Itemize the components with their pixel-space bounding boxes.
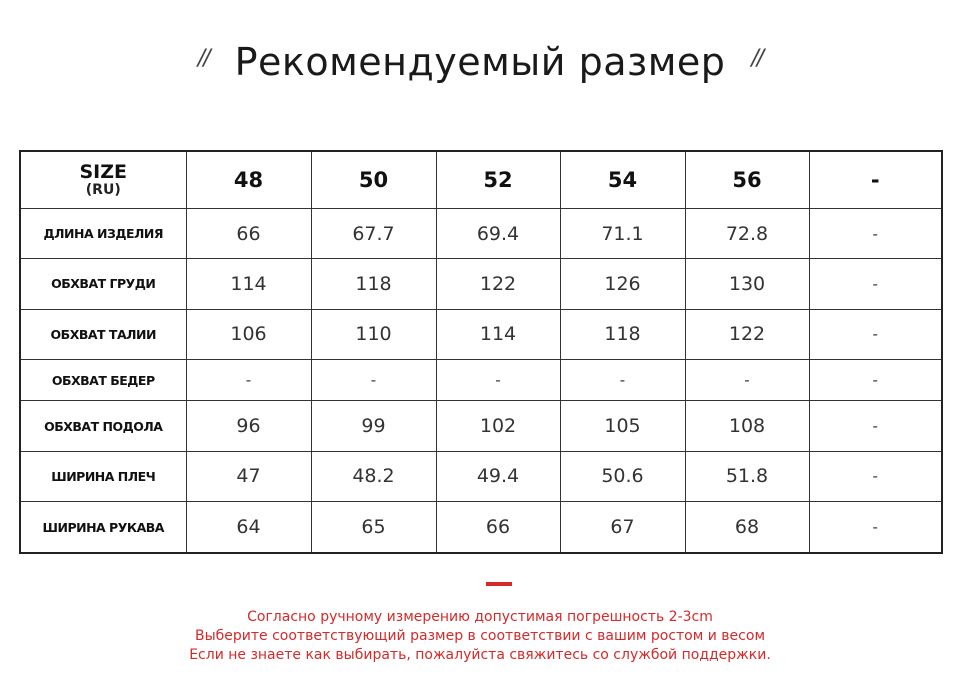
- column-header: 56: [685, 151, 809, 209]
- column-header: 50: [311, 151, 436, 209]
- table-cell: 68: [685, 502, 809, 553]
- table-cell: -: [809, 401, 942, 451]
- page-title: Рекомендуемый размер: [234, 40, 726, 84]
- table-cell: 122: [436, 259, 560, 309]
- table-cell: 67.7: [311, 209, 436, 259]
- title-row: [0, 32, 960, 92]
- table-cell: 50.6: [560, 451, 685, 501]
- table-cell: 66: [436, 502, 560, 553]
- table-cell: 69.4: [436, 209, 560, 259]
- table-cell: 130: [685, 259, 809, 309]
- table-cell: 96: [186, 401, 311, 451]
- table-cell: 65: [311, 502, 436, 553]
- table-cell: 67: [560, 502, 685, 553]
- table-row: [20, 502, 942, 553]
- table-row: [20, 359, 942, 401]
- red-divider: [486, 582, 512, 586]
- table-row: [20, 451, 942, 501]
- column-header: -: [809, 151, 942, 209]
- note-line: Согласно ручному измерению допустимая погрешность 2-3cm: [247, 609, 713, 625]
- row-label: ШИРИНА ПЛЕЧ: [20, 451, 186, 501]
- note-line: Выберите соответствующий размер в соответствии с вашим ростом и весом: [194, 628, 765, 644]
- row-label: ОБХВАТ ПОДОЛА: [20, 401, 186, 451]
- table-cell: 106: [186, 309, 311, 359]
- table-cell: 48.2: [311, 451, 436, 501]
- table-cell: -: [809, 502, 942, 553]
- row-label: ОБХВАТ БЕДЕР: [20, 359, 186, 401]
- table-cell: 47: [186, 451, 311, 501]
- table-cell: 126: [560, 259, 685, 309]
- column-header: 54: [560, 151, 685, 209]
- table-cell: 102: [436, 401, 560, 451]
- table-cell: 99: [311, 401, 436, 451]
- table-cell: 118: [560, 309, 685, 359]
- row-label: ОБХВАТ ТАЛИИ: [20, 309, 186, 359]
- column-header: 48: [186, 151, 311, 209]
- header-row: [20, 151, 942, 209]
- table-cell: -: [685, 359, 809, 401]
- table-row: [20, 401, 942, 451]
- size-header-cell: [20, 151, 186, 209]
- table-cell: -: [186, 359, 311, 401]
- table-cell: -: [809, 451, 942, 501]
- right-decor: //: [751, 45, 763, 71]
- table-cell: 51.8: [685, 451, 809, 501]
- table-cell: 110: [311, 309, 436, 359]
- table-cell: -: [809, 259, 942, 309]
- table-cell: 122: [685, 309, 809, 359]
- row-label: ОБХВАТ ГРУДИ: [20, 259, 186, 309]
- table-cell: 72.8: [685, 209, 809, 259]
- table-cell: 71.1: [560, 209, 685, 259]
- size-sublabel: (RU): [85, 182, 121, 198]
- table-cell: 66: [186, 209, 311, 259]
- table-cell: 105: [560, 401, 685, 451]
- table-cell: -: [809, 209, 942, 259]
- table-cell: 108: [685, 401, 809, 451]
- table-cell: 118: [311, 259, 436, 309]
- size-label: SIZE: [79, 161, 127, 183]
- table-row: [20, 309, 942, 359]
- table-cell: -: [809, 309, 942, 359]
- table-row: [20, 209, 942, 259]
- table-cell: 49.4: [436, 451, 560, 501]
- row-label: ШИРИНА РУКАВА: [20, 502, 186, 553]
- table-cell: -: [436, 359, 560, 401]
- table-cell: 114: [436, 309, 560, 359]
- note-line: Если не знаете как выбирать, пожалуйста свяжитесь со службой поддержки.: [189, 647, 771, 663]
- table-row: [20, 259, 942, 309]
- table-cell: 64: [186, 502, 311, 553]
- size-chart-table: [19, 150, 943, 554]
- notes-block: [0, 608, 960, 665]
- table-cell: -: [809, 359, 942, 401]
- table-cell: -: [560, 359, 685, 401]
- table-cell: -: [311, 359, 436, 401]
- left-decor: //: [197, 45, 209, 71]
- column-header: 52: [436, 151, 560, 209]
- table-cell: 114: [186, 259, 311, 309]
- row-label: ДЛИНА ИЗДЕЛИЯ: [20, 209, 186, 259]
